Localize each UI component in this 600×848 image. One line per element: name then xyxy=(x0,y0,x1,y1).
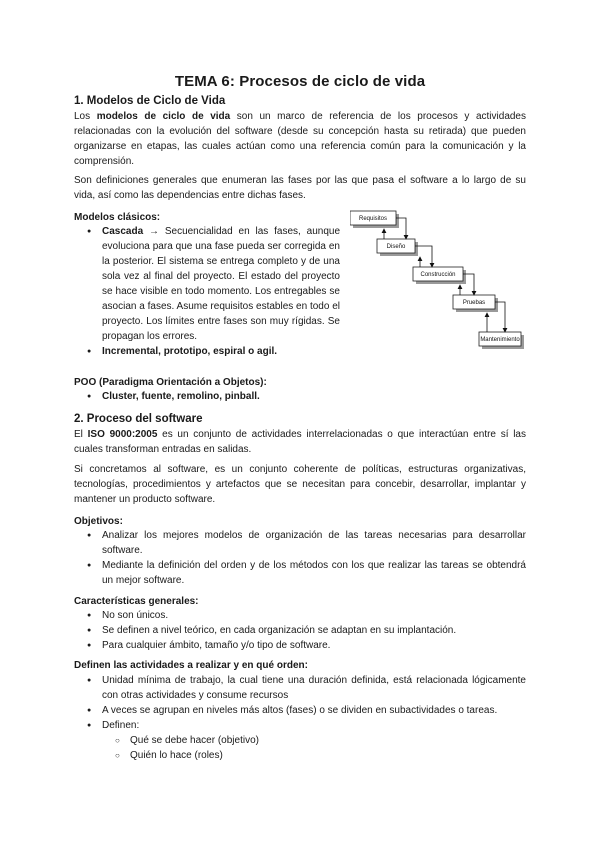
list-item: ● Analizar los mejores modelos de organización de las tareas necesarias para desarrollar software. xyxy=(74,528,526,558)
objetivos-list xyxy=(74,528,526,588)
caracteristicas-list xyxy=(74,608,526,653)
list-item: ● Para cualquier ámbito, tamaño y/o tipo de software. xyxy=(74,638,526,653)
list-item: ● Se definen a nivel teórico, en cada organización se adaptan en su implantación. xyxy=(74,623,526,638)
classic-models-label: Modelos clásicos: xyxy=(74,212,161,223)
list-item: ● Unidad mínima de trabajo, la cual tiene una duración definida, está relacionada lógicamente con otras actividades y consume recursos xyxy=(74,673,526,703)
diagram-stage-5: Mantenimiento xyxy=(480,337,520,343)
poo-list xyxy=(74,389,526,404)
list-item: ● A veces se agrupan en niveles más altos (fases) o se dividen en subactividades o tareas. xyxy=(74,703,526,718)
caracteristicas-label: Características generales: xyxy=(74,596,199,607)
waterfall-diagram xyxy=(350,207,526,367)
diagram-stage-1: Requisitos xyxy=(358,216,388,222)
sublist-item: ○ Qué se debe hacer (objetivo) xyxy=(102,733,526,748)
list-item-poo: ● Cluster, fuente, remolino, pinball. xyxy=(74,389,526,404)
section1-paragraph-1: Los modelos de ciclo de vida son un marco de referencia de los procesos y actividades relacionadas con la evolución del software (desde su concepción hasta su retirada) que pueden organizarse en etapas, las cuales actúan como una referencia común para la comunicación y la comprensión. xyxy=(74,111,526,167)
poo-label: POO (Paradigma Orientación a Objetos): xyxy=(74,377,267,388)
list-item-definen: ● Definen: ○ Qué se debe hacer (objetivo) ○ Quién lo hace (roles) xyxy=(74,718,526,763)
list-item: ● No son únicos. xyxy=(74,608,526,623)
diagram-stage-2: Diseño xyxy=(386,244,406,250)
section2-paragraph-1: El ISO 9000:2005 es un conjunto de actividades interrelacionadas o que interactúan entre sí las cuales transforman entradas en salidas. xyxy=(74,429,526,455)
section2-paragraph-2: Si concretamos al software, es un conjunto coherente de políticas, estructuras organizativas, tecnologías, procedimientos y artefactos que se necesitan para concebir, desarrollar, implantar y mantener un producto software. xyxy=(74,464,526,505)
actividades-list xyxy=(74,673,526,763)
diagram-stage-3: Construcción xyxy=(420,272,456,278)
list-item-incremental: ● Incremental, prototipo, espiral o agil. xyxy=(74,344,340,359)
definen-sublist xyxy=(102,733,526,763)
actividades-label: Definen las actividades a realizar y en qué orden: xyxy=(74,660,308,671)
section1-heading: 1. Modelos de Ciclo de Vida xyxy=(74,95,226,107)
waterfall-diagram-svg xyxy=(350,207,526,367)
page-title: TEMA 6: Procesos de ciclo de vida xyxy=(174,73,426,90)
section1-paragraph-2: Son definiciones generales que enumeran las fases por las que pasa el software a lo largo de su vida, así como las dependencias entre dichas fases. xyxy=(74,175,526,201)
list-item: ● Mediante la definición del orden y de los métodos con los que realizar las tareas se obtendrá un mejor software. xyxy=(74,558,526,588)
section2-heading: 2. Proceso del software xyxy=(74,413,203,425)
sublist-item: ○ Quién lo hace (roles) xyxy=(102,748,526,763)
diagram-stage-4: Pruebas xyxy=(462,300,486,306)
classic-models-list xyxy=(74,224,340,359)
objetivos-label: Objetivos: xyxy=(74,516,123,527)
list-item-cascada: ● Cascada → Secuencialidad en las fases, aunque evoluciona para que una fase pueda ser corregida en la posterior. El sistema se entrega completo y de una sola vez al final del proyecto. El estado del proyecto se hace visible en todo momento. Los entregables se asocian a fases. Asume requisitos estables en todo el proyecto. Los límites entre fases son muy rígidas. Se propagan los errores. xyxy=(74,224,340,344)
